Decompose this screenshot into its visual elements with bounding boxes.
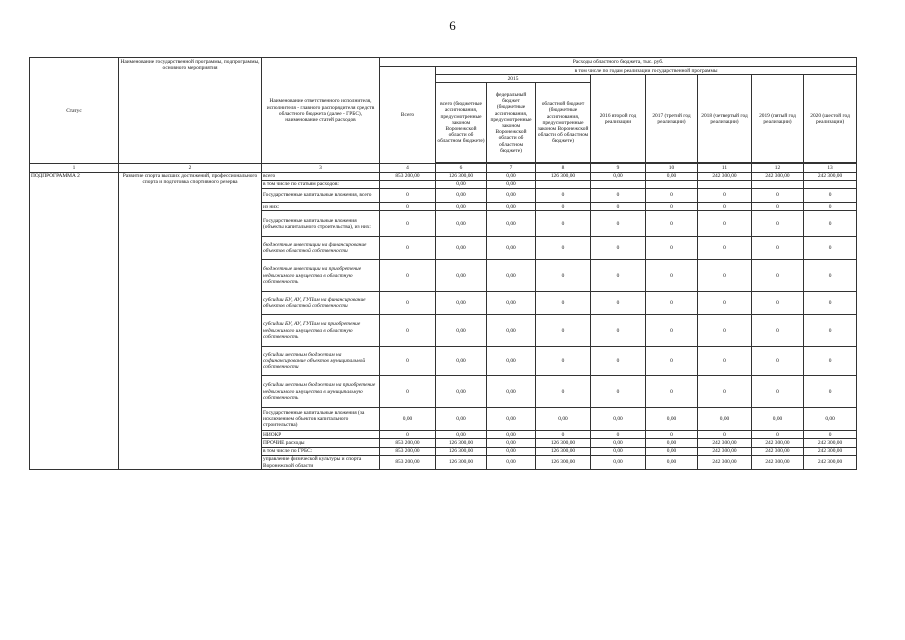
value-cell: 0 bbox=[591, 237, 646, 260]
value-cell: 0,00 bbox=[487, 439, 536, 447]
hdr-2016: 2016 второй год реализации bbox=[591, 75, 646, 163]
value-cell: 0 bbox=[698, 347, 752, 376]
value-cell: 0 bbox=[380, 203, 436, 211]
row-label: Государственные капитальные вложения (объекты капитального строительства), из них: bbox=[262, 211, 380, 237]
col-number: 7 bbox=[487, 164, 536, 172]
value-cell: 0,00 bbox=[646, 455, 698, 469]
value-cell: 0,00 bbox=[698, 408, 752, 431]
row-label: НИОКР bbox=[262, 431, 380, 439]
col-number: 2 bbox=[119, 164, 262, 172]
value-cell: 0 bbox=[804, 189, 857, 203]
value-cell bbox=[698, 180, 752, 188]
col-number: 4 bbox=[380, 164, 436, 172]
value-cell: 0 bbox=[536, 292, 591, 315]
row-label: бюджетные инвестиции на приобретение недвижимого имущества в областную собственность bbox=[262, 260, 380, 292]
value-cell: 0 bbox=[536, 203, 591, 211]
value-cell: 0,00 bbox=[436, 260, 487, 292]
value-cell: 0,00 bbox=[591, 408, 646, 431]
value-cell: 242 300,00 bbox=[698, 447, 752, 455]
value-cell: 853 200,00 bbox=[380, 455, 436, 469]
value-cell: 0 bbox=[646, 211, 698, 237]
value-cell: 0,00 bbox=[436, 189, 487, 203]
value-cell: 0 bbox=[591, 376, 646, 408]
value-cell: 0 bbox=[698, 211, 752, 237]
value-cell: 0 bbox=[380, 211, 436, 237]
value-cell: 0,00 bbox=[646, 408, 698, 431]
value-cell: 0,00 bbox=[487, 180, 536, 188]
row-label: управление физической культуры и спорта Воронежской области bbox=[262, 455, 380, 469]
value-cell: 0,00 bbox=[436, 203, 487, 211]
value-cell: 0,00 bbox=[436, 292, 487, 315]
row-label: Государственные капитальные вложения (за исключением объектов капитального строительства) bbox=[262, 408, 380, 431]
value-cell: 0,00 bbox=[591, 455, 646, 469]
row-label: бюджетные инвестиции на финансирование объектов областной собственности bbox=[262, 237, 380, 260]
col-number: 11 bbox=[698, 164, 752, 172]
hdr-2015-all: всего (бюджетные ассигнования, предусмотренные законом Воронежской области об областном бюджете) bbox=[436, 83, 487, 163]
col-number: 8 bbox=[536, 164, 591, 172]
row-label: Государственные капитальные вложения, всего bbox=[262, 189, 380, 203]
value-cell: 0,00 bbox=[436, 315, 487, 347]
hdr-expenses: Расходы областного бюджета, тыс. руб. bbox=[380, 58, 857, 67]
row-label: в том числе по ГРБС: bbox=[262, 447, 380, 455]
value-cell: 0,00 bbox=[487, 172, 536, 180]
value-cell: 0 bbox=[646, 203, 698, 211]
hdr-2015-reg: областной бюджет (бюджетные ассигнования, предусмотренные законом Воронежской области об областном бюджете) bbox=[536, 83, 591, 163]
row-label: всего bbox=[262, 172, 380, 180]
row-label: субсидии БУ, АУ, ГУПам на приобретение недвижимого имущества в областную собственность bbox=[262, 315, 380, 347]
value-cell: 0,00 bbox=[380, 408, 436, 431]
value-cell: 0,00 bbox=[436, 211, 487, 237]
value-cell: 126 300,00 bbox=[536, 455, 591, 469]
value-cell: 0 bbox=[646, 237, 698, 260]
hdr-2019: 2019 (пятый год реализации) bbox=[752, 75, 804, 163]
value-cell: 0 bbox=[804, 260, 857, 292]
value-cell: 126 300,00 bbox=[536, 447, 591, 455]
value-cell: 0 bbox=[804, 203, 857, 211]
value-cell: 0 bbox=[646, 376, 698, 408]
status-cell: ПОДПРОГРАММА 2 bbox=[30, 172, 119, 470]
col-number: 13 bbox=[804, 164, 857, 172]
value-cell: 0 bbox=[380, 315, 436, 347]
value-cell: 0,00 bbox=[804, 408, 857, 431]
value-cell bbox=[804, 180, 857, 188]
value-cell: 0 bbox=[380, 237, 436, 260]
value-cell: 0 bbox=[698, 315, 752, 347]
value-cell: 0 bbox=[752, 211, 804, 237]
value-cell: 853 200,00 bbox=[380, 172, 436, 180]
value-cell: 0 bbox=[752, 292, 804, 315]
value-cell: 242 300,00 bbox=[698, 439, 752, 447]
hdr-name: Наименование государственной программы, подпрограммы, основного мероприятия bbox=[119, 58, 262, 164]
value-cell: 0 bbox=[804, 376, 857, 408]
value-cell: 0 bbox=[591, 292, 646, 315]
value-cell: 0,00 bbox=[487, 431, 536, 439]
value-cell: 126 300,00 bbox=[436, 439, 487, 447]
hdr-status: Статус bbox=[30, 58, 119, 164]
hdr-2018: 2018 (четвертый год реализации) bbox=[698, 75, 752, 163]
value-cell: 853 200,00 bbox=[380, 439, 436, 447]
value-cell: 0 bbox=[591, 431, 646, 439]
value-cell: 0,00 bbox=[646, 439, 698, 447]
value-cell: 242 300,00 bbox=[752, 447, 804, 455]
hdr-2015: 2015 bbox=[436, 75, 591, 83]
value-cell: 0 bbox=[536, 211, 591, 237]
value-cell: 0 bbox=[380, 431, 436, 439]
value-cell: 0,00 bbox=[487, 203, 536, 211]
value-cell: 0,00 bbox=[487, 237, 536, 260]
value-cell: 0 bbox=[804, 211, 857, 237]
value-cell: 0,00 bbox=[591, 447, 646, 455]
value-cell: 0,00 bbox=[487, 315, 536, 347]
value-cell: 0 bbox=[536, 315, 591, 347]
value-cell: 0,00 bbox=[436, 376, 487, 408]
col-number: 12 bbox=[752, 164, 804, 172]
value-cell: 0 bbox=[752, 431, 804, 439]
row-label: из них: bbox=[262, 203, 380, 211]
value-cell: 0 bbox=[752, 315, 804, 347]
value-cell: 0,00 bbox=[591, 172, 646, 180]
value-cell: 242 300,00 bbox=[752, 172, 804, 180]
value-cell: 242 300,00 bbox=[804, 455, 857, 469]
value-cell: 0,00 bbox=[752, 408, 804, 431]
value-cell: 242 300,00 bbox=[752, 455, 804, 469]
col-number: 1 bbox=[30, 164, 119, 172]
row-label: в том числе по статьям расходов: bbox=[262, 180, 380, 188]
value-cell: 0,00 bbox=[487, 189, 536, 203]
value-cell: 0 bbox=[804, 237, 857, 260]
value-cell: 126 300,00 bbox=[436, 447, 487, 455]
value-cell: 0,00 bbox=[436, 408, 487, 431]
value-cell: 242 300,00 bbox=[698, 172, 752, 180]
value-cell: 0,00 bbox=[536, 408, 591, 431]
value-cell: 0,00 bbox=[646, 447, 698, 455]
value-cell: 0,00 bbox=[487, 260, 536, 292]
value-cell: 0 bbox=[536, 260, 591, 292]
value-cell: 0,00 bbox=[436, 180, 487, 188]
table-row bbox=[30, 172, 857, 180]
value-cell: 0 bbox=[646, 315, 698, 347]
value-cell bbox=[591, 180, 646, 188]
col-number: 3 bbox=[262, 164, 380, 172]
value-cell: 0 bbox=[536, 431, 591, 439]
row-label: субсидии местным бюджетам на софинансирование объектов муниципальной собственности bbox=[262, 347, 380, 376]
value-cell: 0 bbox=[591, 347, 646, 376]
value-cell: 0,00 bbox=[436, 347, 487, 376]
value-cell: 242 300,00 bbox=[752, 439, 804, 447]
value-cell: 0 bbox=[752, 260, 804, 292]
value-cell: 0 bbox=[380, 292, 436, 315]
value-cell: 0,00 bbox=[487, 447, 536, 455]
value-cell: 0 bbox=[752, 237, 804, 260]
value-cell: 0 bbox=[698, 189, 752, 203]
value-cell: 0 bbox=[804, 292, 857, 315]
budget-table bbox=[29, 57, 857, 470]
value-cell: 0,00 bbox=[436, 237, 487, 260]
value-cell bbox=[752, 180, 804, 188]
hdr-total: Всего bbox=[380, 67, 436, 164]
value-cell: 0 bbox=[591, 260, 646, 292]
value-cell: 853 200,00 bbox=[380, 447, 436, 455]
value-cell bbox=[380, 180, 436, 188]
value-cell: 0 bbox=[536, 189, 591, 203]
value-cell: 0 bbox=[646, 347, 698, 376]
value-cell bbox=[646, 180, 698, 188]
value-cell: 0,00 bbox=[487, 408, 536, 431]
col-number: 10 bbox=[646, 164, 698, 172]
value-cell: 126 300,00 bbox=[436, 172, 487, 180]
value-cell: 126 300,00 bbox=[536, 172, 591, 180]
value-cell: 0,00 bbox=[487, 292, 536, 315]
value-cell: 0,00 bbox=[487, 455, 536, 469]
value-cell bbox=[536, 180, 591, 188]
value-cell: 0 bbox=[804, 431, 857, 439]
col-number: 6 bbox=[436, 164, 487, 172]
page-number: 6 bbox=[449, 18, 456, 33]
value-cell: 242 300,00 bbox=[698, 455, 752, 469]
value-cell: 242 300,00 bbox=[804, 172, 857, 180]
value-cell: 0,00 bbox=[487, 347, 536, 376]
value-cell: 0 bbox=[380, 260, 436, 292]
value-cell: 242 300,00 bbox=[804, 447, 857, 455]
value-cell: 0 bbox=[591, 315, 646, 347]
value-cell: 0 bbox=[591, 203, 646, 211]
value-cell: 0 bbox=[380, 189, 436, 203]
value-cell: 0 bbox=[591, 189, 646, 203]
value-cell: 0 bbox=[380, 347, 436, 376]
value-cell: 0 bbox=[698, 260, 752, 292]
value-cell: 0 bbox=[536, 237, 591, 260]
value-cell: 0,00 bbox=[646, 172, 698, 180]
value-cell: 0 bbox=[804, 347, 857, 376]
col-number: 9 bbox=[591, 164, 646, 172]
value-cell: 0,00 bbox=[487, 211, 536, 237]
value-cell: 0 bbox=[804, 315, 857, 347]
value-cell: 0 bbox=[646, 189, 698, 203]
value-cell: 126 300,00 bbox=[436, 455, 487, 469]
value-cell: 0 bbox=[591, 211, 646, 237]
hdr-incl-years: в том числе по годам реализации государственной программы bbox=[436, 67, 857, 75]
value-cell: 0 bbox=[698, 237, 752, 260]
value-cell: 0,00 bbox=[487, 376, 536, 408]
value-cell: 0 bbox=[536, 376, 591, 408]
hdr-2017: 2017 (третий год реализации) bbox=[646, 75, 698, 163]
name-cell: Развитие спорта высших достижений, профессионального спорта и подготовка спортивного резерва bbox=[119, 172, 262, 470]
value-cell: 0 bbox=[536, 347, 591, 376]
hdr-exec: Наименование ответственного исполнителя, исполнителя - главного распорядителя средств областного бюджета (далее - ГРБС), наименование статей расходов bbox=[262, 58, 380, 164]
value-cell: 0 bbox=[380, 376, 436, 408]
value-cell: 0 bbox=[752, 189, 804, 203]
row-label: субсидии местным бюджетам на приобретение недвижимого имущества в муниципальную собственность bbox=[262, 376, 380, 408]
value-cell: 0 bbox=[646, 431, 698, 439]
row-label: ПРОЧИЕ расходы bbox=[262, 439, 380, 447]
value-cell: 0 bbox=[752, 376, 804, 408]
hdr-2020: 2020 (шестой год реализации) bbox=[804, 75, 857, 163]
row-label: субсидии БУ, АУ, ГУПам на финансирование объектов областной собственности bbox=[262, 292, 380, 315]
value-cell: 0 bbox=[698, 431, 752, 439]
value-cell: 0 bbox=[752, 347, 804, 376]
hdr-2015-fed: федеральный бюджет (бюджетные ассигнования, предусмотренные законом Воронежской области об областном бюджете) bbox=[487, 83, 536, 163]
value-cell: 0 bbox=[646, 260, 698, 292]
value-cell: 0 bbox=[698, 292, 752, 315]
value-cell: 0 bbox=[698, 376, 752, 408]
value-cell: 0 bbox=[646, 292, 698, 315]
value-cell: 126 300,00 bbox=[536, 439, 591, 447]
value-cell: 242 300,00 bbox=[804, 439, 857, 447]
value-cell: 0,00 bbox=[436, 431, 487, 439]
value-cell: 0 bbox=[752, 203, 804, 211]
value-cell: 0,00 bbox=[591, 439, 646, 447]
value-cell: 0 bbox=[698, 203, 752, 211]
